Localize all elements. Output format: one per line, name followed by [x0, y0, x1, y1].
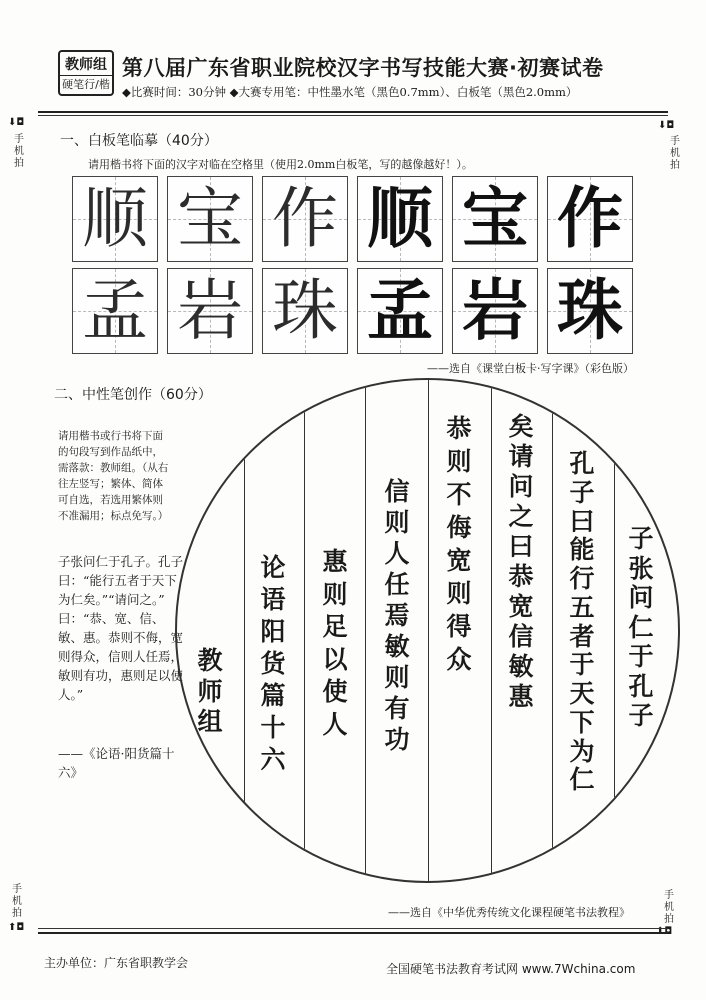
- camera-mark-bottom-left: ⬆◘: [8, 922, 25, 933]
- artwork-glyph: 矣: [508, 412, 534, 441]
- camera-label-top-right: 手 机 拍: [670, 136, 680, 171]
- artwork-glyph: 人: [322, 709, 348, 739]
- section2-instruction: 请用楷书或行书将下面的句段写到作品纸中，需落款：教师组。（从右往左竖写；繁体、简体可自选，若选用繁体则不准漏用；标点免写。）: [58, 430, 169, 522]
- artwork-glyph: 恭: [508, 562, 534, 591]
- organizer: 主办单位：广东省职教学会: [44, 956, 189, 970]
- artwork-glyph: 阳: [260, 617, 286, 646]
- artwork-glyph: 众: [446, 645, 472, 674]
- artwork-glyph: 则: [446, 579, 472, 608]
- artwork-glyph: 语: [260, 585, 286, 614]
- artwork-glyph: 以: [322, 644, 348, 674]
- copy-char-cell: 岩: [452, 268, 538, 354]
- section1-source: ——选自《课堂白板卡·写字课》（彩色版）: [427, 362, 634, 375]
- artwork-glyph: 子: [628, 701, 654, 730]
- column-rule: [428, 380, 429, 881]
- camera-label-bottom-right: 手 机 拍: [664, 890, 674, 925]
- artwork-glyph: 敏: [384, 632, 410, 661]
- top-divider-thin: [38, 115, 668, 116]
- artwork-column-1: [618, 524, 664, 731]
- artwork-glyph: 不: [446, 480, 472, 509]
- source-passage: 子张问仁于孔子。孔子曰：“能行五者于天下为仁矣。”“请问之。” 曰：“恭、宽、信、敏、惠。恭则不侮，宽则得众，信则人任焉，敏则有功，惠则足以使人。”: [58, 554, 184, 702]
- column-rule: [304, 380, 305, 881]
- artwork-glyph: 宽: [508, 592, 534, 621]
- model-char-cell: 宝: [167, 176, 253, 262]
- artwork-glyph: 足: [322, 612, 348, 641]
- artwork-glyph: 组: [197, 707, 223, 736]
- model-char-cell: 岩: [167, 268, 253, 354]
- section1-instruction: 请用楷书将下面的汉字对临在空格里（使用2.0mm白板笔，写的越像越好！）。: [88, 158, 473, 171]
- group-badge: [58, 50, 114, 96]
- website: 全国硬笔书法教育考试网 www.7Wchina.com: [386, 962, 636, 976]
- artwork-column-3: [498, 412, 544, 712]
- page-title: 第八届广东省职业院校汉字书写技能大赛·初赛试卷: [122, 56, 604, 80]
- artwork-column-6: [312, 546, 358, 741]
- artwork-glyph: 人: [384, 539, 410, 568]
- artwork-glyph: 子: [628, 524, 654, 553]
- artwork-glyph: 功: [384, 725, 410, 754]
- artwork-column-4: [436, 412, 482, 676]
- section2-source: ——选自《中华优秀传统文化课程硬笔书法教程》: [388, 906, 630, 919]
- artwork-glyph: 则: [384, 508, 410, 537]
- copy-char-cell: 宝: [452, 176, 538, 262]
- copy-char-cell: 珠: [547, 268, 633, 354]
- artwork-glyph: 行: [569, 564, 595, 593]
- column-rule: [614, 380, 615, 881]
- artwork-glyph: 于: [628, 642, 654, 671]
- artwork-glyph: 惠: [322, 547, 348, 576]
- group-label: 教师组: [65, 56, 107, 73]
- circular-artwork: [175, 378, 680, 883]
- artwork-glyph: 使: [322, 677, 348, 706]
- artwork-glyph: 能: [569, 535, 595, 565]
- camera-mark-bottom-right: ⬆◘: [656, 926, 673, 937]
- bottom-divider: [38, 932, 668, 934]
- artwork-glyph: 六: [260, 745, 286, 774]
- artwork-glyph: 则: [322, 579, 348, 609]
- artwork-glyph: 五: [569, 592, 595, 622]
- artwork-glyph: 敏: [508, 652, 534, 681]
- column-rule: [552, 380, 553, 881]
- artwork-glyph: 十: [260, 713, 286, 742]
- artwork-glyph: 之: [508, 502, 534, 531]
- model-char-cell: 珠: [262, 268, 348, 354]
- camera-label-top-left: 手 机 拍: [14, 134, 24, 169]
- artwork-glyph: 信: [384, 477, 410, 506]
- artwork-glyph: 则: [446, 447, 472, 476]
- artwork-glyph: 孔: [569, 449, 595, 478]
- artwork-glyph: 仁: [569, 765, 595, 795]
- model-char-cell: 作: [262, 176, 348, 262]
- model-char-cell: 孟: [72, 268, 158, 354]
- column-rule: [244, 380, 245, 881]
- column-rule: [365, 380, 366, 881]
- artwork-glyph: 师: [197, 676, 223, 706]
- artwork-glyph: 者: [569, 621, 595, 651]
- artwork-glyph: 宽: [446, 546, 472, 575]
- copy-char-cell: 孟: [357, 268, 443, 354]
- section2-title: 二、中性笔创作（60分）: [54, 387, 212, 403]
- artwork-column-5: [374, 476, 420, 755]
- exam-info: ◆比赛时间：30分钟 ◆大赛专用笔：中性墨水笔（黑色0.7mm）、白板笔（黑色2.0mm）: [122, 85, 578, 99]
- artwork-glyph: 曰: [569, 506, 595, 536]
- artwork-glyph: 为: [569, 736, 595, 766]
- artwork-column-7: [250, 552, 296, 776]
- artwork-glyph: 有: [384, 694, 410, 723]
- model-char-cell: 顺: [72, 176, 158, 262]
- column-rule: [491, 380, 492, 881]
- artwork-glyph: 信: [508, 622, 534, 651]
- section1-title: 一、白板笔临摹（40分）: [60, 133, 218, 149]
- artwork-glyph: 下: [569, 707, 595, 737]
- artwork-glyph: 任: [384, 570, 410, 599]
- camera-mark-top-left: ⬇◘: [8, 117, 25, 128]
- artwork-glyph: 张: [628, 553, 654, 583]
- artwork-glyph: 于: [569, 650, 595, 680]
- artwork-glyph: 焉: [384, 601, 410, 630]
- artwork-glyph: 曰: [508, 532, 534, 561]
- artwork-column-2: [559, 450, 605, 795]
- bottom-divider-thin: [38, 928, 668, 929]
- artwork-glyph: 得: [446, 612, 472, 641]
- artwork-signature: [187, 646, 233, 738]
- camera-label-bottom-left: 手 机 拍: [12, 884, 22, 919]
- artwork-glyph: 仁: [628, 612, 654, 642]
- artwork-glyph: 教: [197, 646, 223, 675]
- artwork-glyph: 恭: [446, 414, 472, 443]
- category-label: 硬笔行/楷: [60, 75, 112, 92]
- artwork-glyph: 论: [260, 553, 286, 582]
- camera-mark-top-right: ⬇◘: [658, 120, 675, 131]
- artwork-glyph: 则: [384, 663, 410, 692]
- artwork-glyph: 请: [508, 442, 534, 471]
- artwork-glyph: 侮: [446, 513, 472, 542]
- copy-char-cell: 作: [547, 176, 633, 262]
- artwork-glyph: 惠: [508, 682, 534, 711]
- passage-citation: ——《论语·阳货篇十六》: [58, 746, 175, 780]
- artwork-glyph: 问: [508, 472, 534, 501]
- artwork-glyph: 货: [260, 649, 286, 678]
- artwork-glyph: 天: [569, 679, 595, 708]
- top-divider: [38, 111, 668, 113]
- artwork-glyph: 子: [569, 477, 595, 507]
- artwork-glyph: 问: [628, 583, 654, 612]
- copy-char-cell: 顺: [357, 176, 443, 262]
- artwork-glyph: 篇: [260, 681, 286, 710]
- artwork-glyph: 孔: [628, 671, 654, 701]
